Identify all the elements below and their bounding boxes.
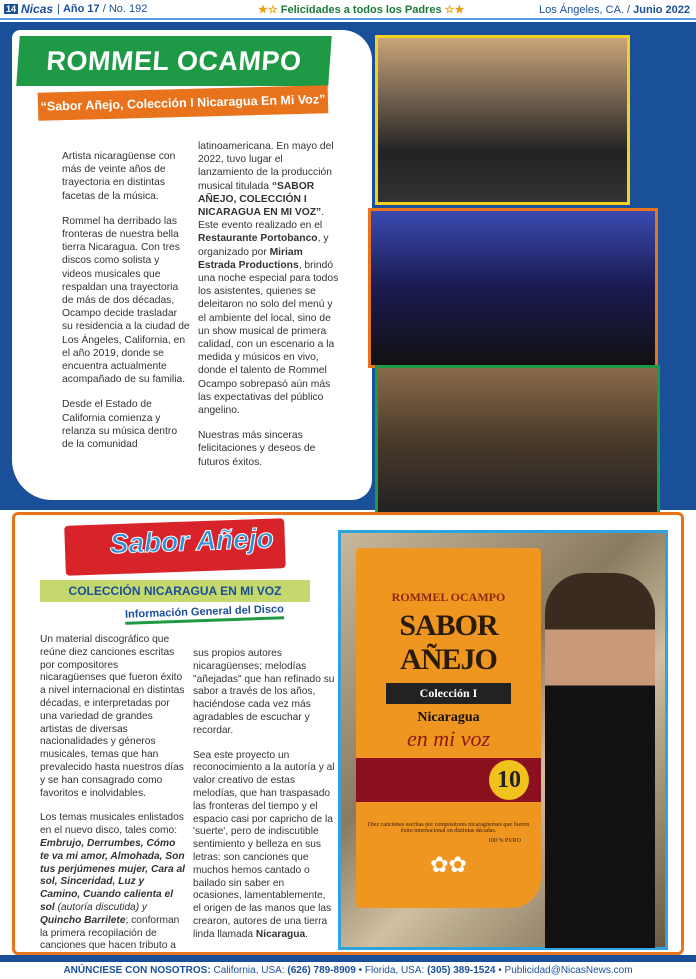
paragraph: Rommel ha derribado las fronteras de nuestra bella tierra Nicaragua. Con tres discos como solista y videos musicales que respaldan una trayectoria de más de dos décadas, Ocampo decide trasladar su residencia a la ciudad de Los Ángeles, California, en el año 2019, donde se encuentra actualmente acompañado de su familia. (62, 215, 190, 386)
star-icon: ★☆ (258, 4, 281, 16)
album-column-1 (40, 634, 185, 965)
dateline (539, 4, 690, 16)
logo: Nicas (21, 2, 54, 16)
greeting (258, 3, 464, 16)
email-link[interactable]: • Publicidad@NicasNews.com (498, 965, 633, 976)
album-heading-banner (64, 518, 286, 576)
photo-group (375, 35, 630, 205)
paragraph: Nuestras más sinceras felicitaciones y deseos de futuros éxitos. (198, 430, 316, 468)
cover-ribbon (356, 758, 541, 802)
paragraph: Un material discográfico que reúne diez canciones escritas por compositores nicaragüenses que fueron éxito a nivel internacional en distintas décadas, e interpretadas por una variedad de grandes artistas de diversas nacionalidades y géneros musicales, temas que han prevalecido hasta nuestros días y se han consagrado como favoritos e inolvidables. (40, 634, 185, 799)
header-divider: | (57, 3, 63, 15)
page-header (0, 0, 696, 20)
cover-line-2: en mi voz (406, 726, 491, 751)
paragraph: latinoamericana. En mayo del 2022, tuvo lugar el lanzamiento de la producción musical titulada “SABOR AÑEJO, COLECCIÓN I NICARAGUA EN MI VOZ”. Este evento realizado en el Restaurante Portobanco, y organizado por Miriam Estrada Productions, brindó una noche especial para todos los asistentes, quienes se deleitaron no solo del menú y el ambiente del local, sino de un show musical de primera calidad, con un escenario a la medida y músicos en vivo, donde el talento de Rommel Ocampo sobrepasó aún más las expectativas del público angelino. (198, 141, 339, 417)
issue-date: Junio 2022 (633, 4, 690, 16)
paragraph: Artista nicaragüense con más de veinte años de trayectoria en distintas facetas de la música. (62, 151, 176, 202)
album-heading: Sabor Añejo (109, 522, 275, 560)
paragraph: Los temas musicales enlistados en el nuevo disco, tales como: Embrujo, Derrumbes, Cómo te va mi amor, Almohada, Son tus perjúmenes mujer, Cara al sol, Sinceridad, Luz y Camino, Cuando calienta el sol (autoría discutida) y Quincho Barrilete; conforman la primera recopilación de canciones que hacen tributo a (40, 812, 185, 952)
flower-icon: ✿✿ (430, 852, 467, 877)
issue-year: Año 17 (62, 3, 100, 15)
album-cover (338, 530, 668, 950)
article-subtitle: “Sabor Añejo, Colección I Nicaragua En Mi Voz” (38, 85, 329, 121)
cover-title: SABOR AÑEJO (399, 609, 498, 676)
artist-photo (545, 573, 655, 948)
star-icon: ☆★ (441, 4, 465, 16)
issue-number: / No. 192 (102, 3, 148, 15)
cover-pure: 100 % PURO (487, 838, 521, 844)
page-number: 14 (6, 4, 17, 14)
album-label (356, 548, 541, 908)
album-column-2 (193, 648, 335, 954)
article-column-2 (198, 140, 340, 481)
article-column-1 (62, 150, 190, 463)
location: Los Ángeles, CA. / (538, 4, 631, 16)
cover-description: Diez canciones escritas por compositores nicaragüenses que fueron éxito internacional en distintas décadas. (367, 822, 530, 834)
paragraph: Desde el Estado de California comienza y relanza su música dentro de la comunidad (62, 399, 178, 451)
greeting-text: Felicidades a todos los Padres (280, 4, 442, 16)
paragraph: sus propios autores nicaragüenses; melodías "añejadas" que han refinado su sabor a través de los años, haciéndose cada vez más agradables de escuchar y recordar. (193, 648, 335, 736)
paragraph: Sea este proyecto un reconocimiento a la autoría y al valor creativo de estas melodías, que han traspasado las fronteras del tiempo y el espacio casi por capricho de la 'suerte', pero de indiscutible sentimiento y belleza en sus letras: son canciones que muchos hemos cantado o bailado sin saber en ocasiones, lamentablemente, el origen de las manos que las crearon, autores de una tierra linda llamada Nicaragua. (193, 749, 335, 940)
album-info-heading: Información General del Disco (125, 603, 284, 625)
cover-collection: Colección I (386, 683, 511, 704)
footer-contact: ANÚNCIESE CON NOSOTROS: California, USA: (626) 789-8909 • Florida, USA: (305) 389-1524 • Publicidad@NicasNews.com (63, 965, 633, 976)
photo-audience (375, 365, 660, 515)
cover-line-1: Nicaragua (417, 710, 480, 725)
photo-stage (368, 208, 658, 368)
cover-number: 10 (489, 760, 529, 800)
article-title: ROMMEL OCAMPO (16, 36, 331, 86)
album-subheading: COLECCIÓN NICARAGUA EN MI VOZ (40, 580, 310, 602)
cover-artist: ROMMEL OCAMPO (391, 590, 506, 604)
